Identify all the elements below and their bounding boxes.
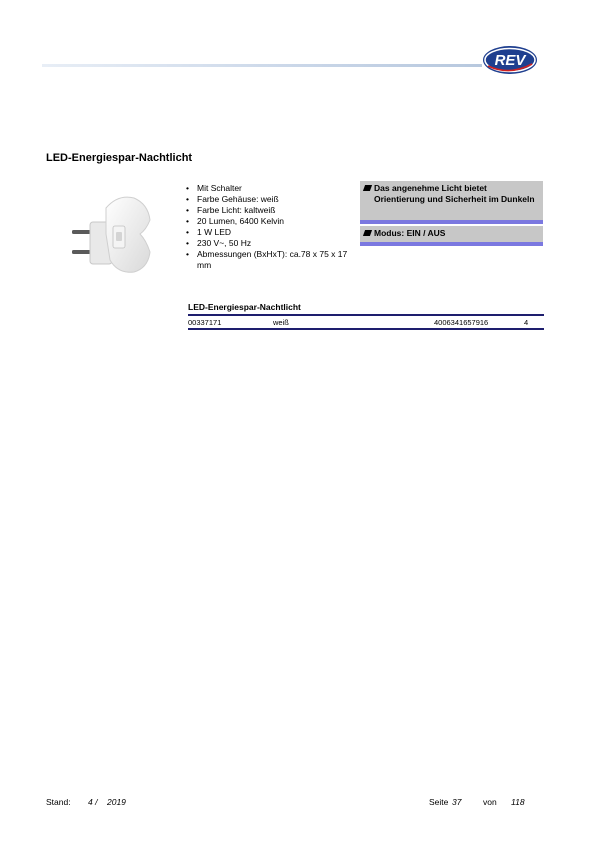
feature-list bbox=[186, 183, 351, 271]
highlight-box bbox=[360, 181, 543, 220]
footer-month: 4 / bbox=[88, 797, 98, 807]
table-row bbox=[188, 318, 544, 328]
feature-item: • Farbe Licht: kaltweiß bbox=[186, 205, 351, 216]
accent-bar bbox=[360, 242, 543, 246]
article-ean: 4006341657916 bbox=[434, 318, 489, 327]
accent-bar bbox=[360, 220, 543, 224]
footer-stand-label: Stand: bbox=[46, 797, 71, 807]
highlight-box bbox=[360, 226, 543, 242]
feature-item: • 1 W LED bbox=[186, 227, 351, 238]
bullet-icon bbox=[363, 230, 372, 236]
footer-page-label: Seite bbox=[429, 797, 449, 807]
rev-logo bbox=[482, 42, 538, 78]
table-title: LED-Energiespar-Nachtlicht bbox=[188, 302, 301, 312]
feature-item: • Mit Schalter bbox=[186, 183, 351, 194]
table-bottom-rule bbox=[188, 328, 544, 330]
feature-item: • Abmessungen (BxHxT): ca.78 x 75 x 17 mm bbox=[186, 249, 351, 271]
logo-text: REV bbox=[494, 52, 526, 69]
footer-year: 2019 bbox=[107, 797, 126, 807]
feature-item: • 20 Lumen, 6400 Kelvin bbox=[186, 216, 351, 227]
footer-of-label: von bbox=[483, 797, 497, 807]
footer-page-number: 37 bbox=[452, 797, 462, 807]
bullet-icon bbox=[363, 185, 372, 191]
article-number: 00337171 bbox=[188, 318, 222, 327]
highlight-text: Das angenehme Licht bietet Orientierung und Sicherheit im Dunkeln bbox=[374, 183, 535, 204]
table-top-rule bbox=[188, 314, 544, 316]
header-rule bbox=[42, 64, 482, 67]
article-quantity: 4 bbox=[524, 318, 529, 327]
article-color: weiß bbox=[273, 318, 289, 327]
product-title: LED-Energiespar-Nachtlicht bbox=[46, 152, 193, 164]
footer-total-pages: 118 bbox=[511, 797, 525, 807]
night-light-image bbox=[66, 186, 158, 278]
feature-item: • Farbe Gehäuse: weiß bbox=[186, 194, 351, 205]
feature-item: • 230 V~, 50 Hz bbox=[186, 238, 351, 249]
highlight-text: Modus: EIN / AUS bbox=[374, 228, 446, 238]
